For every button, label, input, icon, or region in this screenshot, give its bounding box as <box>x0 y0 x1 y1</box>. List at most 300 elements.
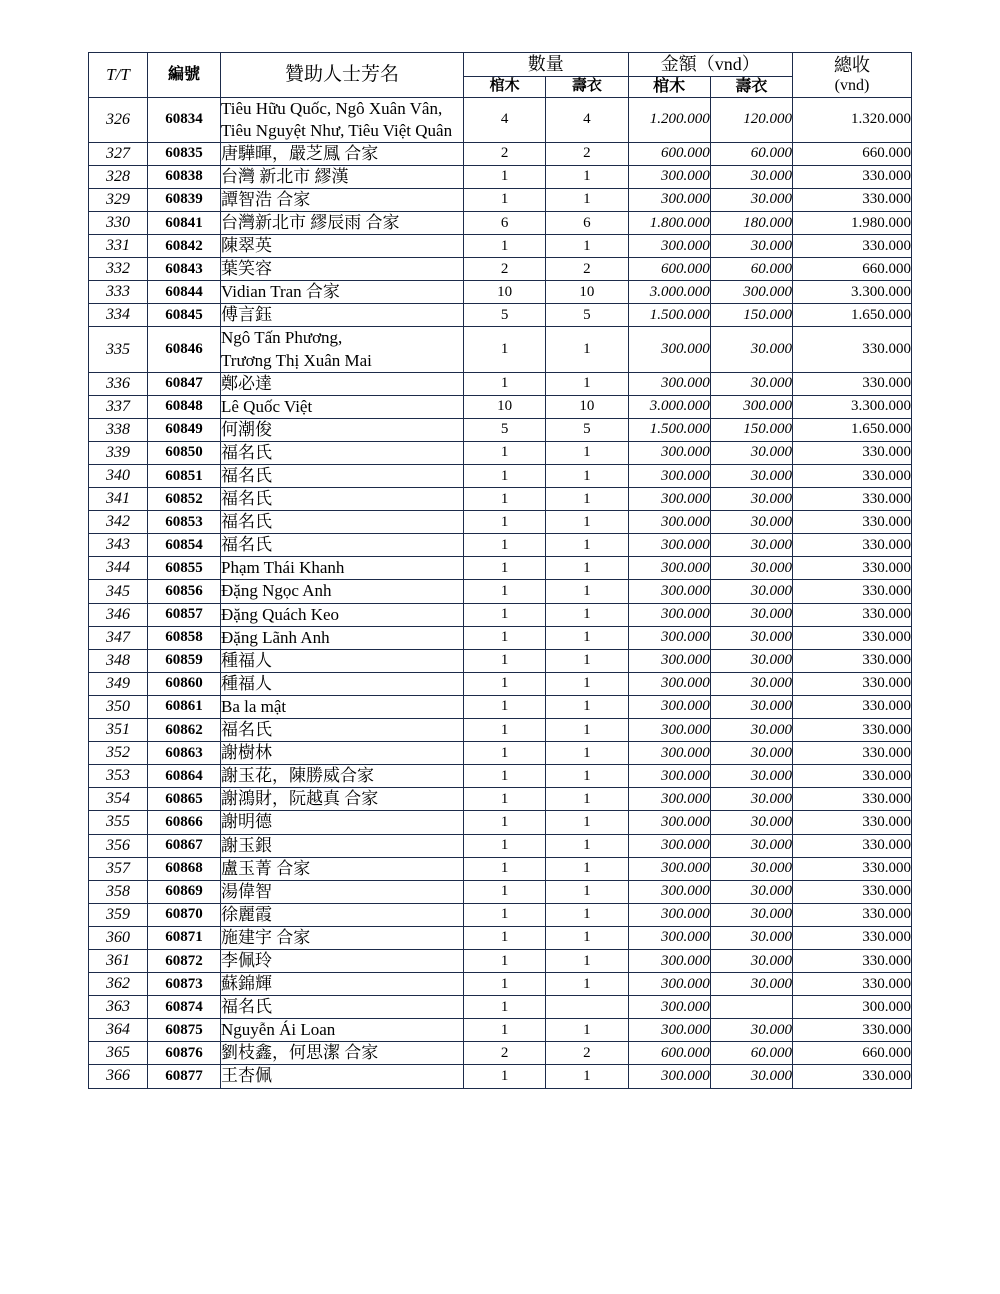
cell-amount-shroud: 120.000 <box>710 97 792 142</box>
subheader-qty-shroud: 壽衣 <box>546 76 628 97</box>
table-row <box>89 788 912 811</box>
cell-amount-coffin: 300.000 <box>628 465 710 488</box>
table-body <box>89 97 912 1088</box>
cell-code: 60865 <box>148 788 221 811</box>
cell-qty-coffin: 1 <box>464 742 546 765</box>
cell-donor-name: 謝樹林 <box>221 742 464 765</box>
cell-amount-coffin: 300.000 <box>628 441 710 464</box>
table-row <box>89 880 912 903</box>
cell-qty-coffin: 1 <box>464 626 546 649</box>
table-row <box>89 626 912 649</box>
cell-total: 330.000 <box>793 926 912 949</box>
cell-donor-name: 何潮俊 <box>221 418 464 441</box>
table-row <box>89 672 912 695</box>
cell-total: 330.000 <box>793 788 912 811</box>
cell-code: 60834 <box>148 97 221 142</box>
cell-tt: 357 <box>89 857 148 880</box>
table-row <box>89 488 912 511</box>
table-row <box>89 603 912 626</box>
cell-qty-coffin: 1 <box>464 511 546 534</box>
cell-donor-name: 蘇錦輝 <box>221 973 464 996</box>
cell-qty-shroud: 1 <box>546 903 628 926</box>
cell-amount-shroud: 60.000 <box>710 1042 792 1065</box>
cell-qty-coffin: 1 <box>464 857 546 880</box>
cell-amount-coffin: 300.000 <box>628 488 710 511</box>
cell-qty-shroud: 1 <box>546 327 628 372</box>
table-row <box>89 97 912 142</box>
cell-total: 330.000 <box>793 534 912 557</box>
table-row <box>89 649 912 672</box>
cell-qty-coffin: 1 <box>464 672 546 695</box>
cell-amount-shroud: 150.000 <box>710 418 792 441</box>
cell-code: 60863 <box>148 742 221 765</box>
cell-qty-coffin: 1 <box>464 465 546 488</box>
cell-qty-coffin: 1 <box>464 1019 546 1042</box>
cell-total: 330.000 <box>793 672 912 695</box>
cell-qty-coffin: 1 <box>464 811 546 834</box>
column-header-code: 編號 <box>148 53 221 98</box>
table-row <box>89 142 912 165</box>
table-row <box>89 304 912 327</box>
cell-code: 60850 <box>148 441 221 464</box>
cell-total: 1.980.000 <box>793 211 912 234</box>
cell-amount-shroud: 30.000 <box>710 188 792 211</box>
cell-code: 60867 <box>148 834 221 857</box>
cell-tt: 341 <box>89 488 148 511</box>
cell-qty-shroud: 1 <box>546 188 628 211</box>
cell-amount-shroud: 30.000 <box>710 788 792 811</box>
cell-amount-coffin: 300.000 <box>628 996 710 1019</box>
cell-total: 330.000 <box>793 695 912 718</box>
cell-tt: 348 <box>89 649 148 672</box>
cell-total: 330.000 <box>793 165 912 188</box>
cell-total: 660.000 <box>793 142 912 165</box>
cell-code: 60873 <box>148 973 221 996</box>
cell-tt: 336 <box>89 372 148 395</box>
cell-qty-coffin: 1 <box>464 534 546 557</box>
cell-amount-shroud: 30.000 <box>710 372 792 395</box>
cell-qty-shroud: 1 <box>546 880 628 903</box>
cell-qty-coffin: 5 <box>464 418 546 441</box>
cell-tt: 360 <box>89 926 148 949</box>
cell-donor-name: 福名氏 <box>221 441 464 464</box>
cell-qty-coffin: 1 <box>464 327 546 372</box>
cell-tt: 346 <box>89 603 148 626</box>
cell-donor-name: 謝玉花，陳勝威合家 <box>221 765 464 788</box>
cell-amount-shroud: 30.000 <box>710 165 792 188</box>
cell-amount-shroud: 300.000 <box>710 395 792 418</box>
cell-qty-shroud: 1 <box>546 949 628 972</box>
cell-code: 60859 <box>148 649 221 672</box>
cell-total: 330.000 <box>793 811 912 834</box>
cell-code: 60858 <box>148 626 221 649</box>
cell-amount-shroud: 60.000 <box>710 258 792 281</box>
cell-qty-shroud: 1 <box>546 719 628 742</box>
cell-donor-name: 福名氏 <box>221 534 464 557</box>
cell-qty-coffin: 1 <box>464 165 546 188</box>
cell-qty-coffin: 1 <box>464 603 546 626</box>
cell-amount-shroud: 30.000 <box>710 465 792 488</box>
table-row <box>89 996 912 1019</box>
cell-amount-shroud: 30.000 <box>710 719 792 742</box>
cell-donor-name: Đặng Quách Keo <box>221 603 464 626</box>
cell-code: 60861 <box>148 695 221 718</box>
subheader-amount-coffin: 棺木 <box>628 76 710 97</box>
table-row <box>89 811 912 834</box>
cell-qty-coffin: 1 <box>464 719 546 742</box>
cell-tt: 356 <box>89 834 148 857</box>
header-row-group <box>89 53 912 77</box>
cell-donor-name: Ngô Tấn Phương, Trương Thị Xuân Mai <box>221 327 464 372</box>
cell-donor-name: Nguyễn Ái Loan <box>221 1019 464 1042</box>
cell-amount-shroud: 30.000 <box>710 580 792 603</box>
cell-qty-coffin: 4 <box>464 97 546 142</box>
cell-donor-name: 傅言鈺 <box>221 304 464 327</box>
cell-qty-shroud: 1 <box>546 857 628 880</box>
table-row <box>89 211 912 234</box>
cell-qty-coffin: 1 <box>464 765 546 788</box>
cell-amount-coffin: 300.000 <box>628 834 710 857</box>
cell-donor-name: 福名氏 <box>221 719 464 742</box>
cell-code: 60870 <box>148 903 221 926</box>
table-row <box>89 580 912 603</box>
cell-amount-shroud: 30.000 <box>710 903 792 926</box>
cell-tt: 327 <box>89 142 148 165</box>
cell-tt: 347 <box>89 626 148 649</box>
table-row <box>89 258 912 281</box>
cell-amount-coffin: 300.000 <box>628 603 710 626</box>
cell-amount-shroud: 30.000 <box>710 626 792 649</box>
table-row <box>89 926 912 949</box>
cell-amount-coffin: 300.000 <box>628 672 710 695</box>
cell-qty-shroud: 1 <box>546 626 628 649</box>
cell-qty-coffin: 1 <box>464 926 546 949</box>
cell-tt: 355 <box>89 811 148 834</box>
cell-tt: 326 <box>89 97 148 142</box>
cell-code: 60838 <box>148 165 221 188</box>
cell-code: 60872 <box>148 949 221 972</box>
cell-amount-coffin: 3.000.000 <box>628 395 710 418</box>
cell-qty-coffin: 1 <box>464 880 546 903</box>
cell-qty-coffin: 1 <box>464 1065 546 1088</box>
table-row <box>89 903 912 926</box>
cell-tt: 349 <box>89 672 148 695</box>
cell-amount-coffin: 300.000 <box>628 695 710 718</box>
cell-code: 60846 <box>148 327 221 372</box>
cell-donor-name: 盧玉菁 合家 <box>221 857 464 880</box>
cell-donor-name: Đặng Lãnh Anh <box>221 626 464 649</box>
cell-amount-shroud: 30.000 <box>710 327 792 372</box>
cell-code: 60876 <box>148 1042 221 1065</box>
cell-qty-shroud: 1 <box>546 788 628 811</box>
cell-amount-coffin: 300.000 <box>628 188 710 211</box>
cell-amount-coffin: 300.000 <box>628 926 710 949</box>
cell-total: 330.000 <box>793 1019 912 1042</box>
cell-amount-shroud: 30.000 <box>710 742 792 765</box>
cell-donor-name: Phạm Thái Khanh <box>221 557 464 580</box>
cell-code: 60871 <box>148 926 221 949</box>
cell-amount-shroud: 30.000 <box>710 603 792 626</box>
cell-total: 330.000 <box>793 511 912 534</box>
cell-amount-shroud: 30.000 <box>710 672 792 695</box>
cell-amount-coffin: 300.000 <box>628 1019 710 1042</box>
cell-qty-coffin: 1 <box>464 973 546 996</box>
total-label-line2: (vnd) <box>834 77 870 94</box>
cell-amount-coffin: 300.000 <box>628 165 710 188</box>
cell-amount-coffin: 300.000 <box>628 626 710 649</box>
cell-qty-coffin: 1 <box>464 235 546 258</box>
cell-amount-coffin: 1.500.000 <box>628 304 710 327</box>
cell-tt: 361 <box>89 949 148 972</box>
cell-donor-name: 李佩玲 <box>221 949 464 972</box>
cell-qty-coffin: 6 <box>464 211 546 234</box>
cell-donor-name: 湯偉智 <box>221 880 464 903</box>
cell-qty-shroud: 1 <box>546 465 628 488</box>
cell-amount-coffin: 600.000 <box>628 142 710 165</box>
cell-amount-shroud: 30.000 <box>710 834 792 857</box>
cell-total: 300.000 <box>793 996 912 1019</box>
cell-qty-coffin: 1 <box>464 441 546 464</box>
column-header-amount-group: 金額（vnd） <box>628 53 793 77</box>
cell-amount-shroud <box>710 996 792 1019</box>
cell-qty-shroud: 10 <box>546 395 628 418</box>
cell-amount-coffin: 300.000 <box>628 557 710 580</box>
cell-amount-shroud: 30.000 <box>710 695 792 718</box>
cell-tt: 342 <box>89 511 148 534</box>
column-header-tt: T/T <box>89 53 148 98</box>
cell-donor-name: 施建宇 合家 <box>221 926 464 949</box>
cell-total: 330.000 <box>793 903 912 926</box>
cell-qty-shroud <box>546 996 628 1019</box>
cell-qty-shroud: 1 <box>546 811 628 834</box>
cell-qty-shroud: 6 <box>546 211 628 234</box>
cell-amount-shroud: 150.000 <box>710 304 792 327</box>
cell-tt: 345 <box>89 580 148 603</box>
cell-total: 330.000 <box>793 580 912 603</box>
cell-qty-shroud: 1 <box>546 1019 628 1042</box>
cell-total: 330.000 <box>793 1065 912 1088</box>
table-row <box>89 1019 912 1042</box>
cell-amount-coffin: 1.200.000 <box>628 97 710 142</box>
table-row <box>89 742 912 765</box>
cell-tt: 332 <box>89 258 148 281</box>
cell-qty-shroud: 1 <box>546 235 628 258</box>
table-row <box>89 534 912 557</box>
cell-tt: 335 <box>89 327 148 372</box>
cell-total: 330.000 <box>793 465 912 488</box>
cell-donor-name: 劉枝鑫，何思潔 合家 <box>221 1042 464 1065</box>
cell-tt: 343 <box>89 534 148 557</box>
cell-tt: 358 <box>89 880 148 903</box>
table-row <box>89 1065 912 1088</box>
cell-donor-name: 謝明德 <box>221 811 464 834</box>
cell-code: 60842 <box>148 235 221 258</box>
cell-donor-name: 福名氏 <box>221 465 464 488</box>
subheader-qty-coffin: 棺木 <box>464 76 546 97</box>
cell-code: 60841 <box>148 211 221 234</box>
cell-amount-coffin: 600.000 <box>628 258 710 281</box>
cell-total: 330.000 <box>793 188 912 211</box>
table-header <box>89 53 912 98</box>
cell-amount-coffin: 300.000 <box>628 811 710 834</box>
cell-amount-coffin: 3.000.000 <box>628 281 710 304</box>
cell-code: 60862 <box>148 719 221 742</box>
cell-tt: 362 <box>89 973 148 996</box>
cell-amount-shroud: 30.000 <box>710 811 792 834</box>
cell-qty-shroud: 1 <box>546 672 628 695</box>
cell-tt: 351 <box>89 719 148 742</box>
cell-qty-shroud: 1 <box>546 926 628 949</box>
cell-qty-coffin: 1 <box>464 580 546 603</box>
cell-code: 60864 <box>148 765 221 788</box>
cell-amount-shroud: 30.000 <box>710 1065 792 1088</box>
table-row <box>89 418 912 441</box>
cell-tt: 344 <box>89 557 148 580</box>
cell-qty-coffin: 10 <box>464 281 546 304</box>
cell-code: 60835 <box>148 142 221 165</box>
cell-code: 60869 <box>148 880 221 903</box>
cell-code: 60851 <box>148 465 221 488</box>
cell-qty-shroud: 4 <box>546 97 628 142</box>
table-row <box>89 188 912 211</box>
cell-code: 60844 <box>148 281 221 304</box>
cell-tt: 359 <box>89 903 148 926</box>
cell-donor-name: 種福人 <box>221 672 464 695</box>
cell-donor-name: 譚智浩 合家 <box>221 188 464 211</box>
cell-tt: 329 <box>89 188 148 211</box>
cell-total: 330.000 <box>793 834 912 857</box>
cell-qty-coffin: 1 <box>464 695 546 718</box>
table-row <box>89 973 912 996</box>
cell-amount-shroud: 30.000 <box>710 557 792 580</box>
cell-qty-shroud: 1 <box>546 165 628 188</box>
cell-amount-coffin: 300.000 <box>628 719 710 742</box>
cell-qty-shroud: 1 <box>546 557 628 580</box>
cell-donor-name: 王杏佩 <box>221 1065 464 1088</box>
cell-code: 60877 <box>148 1065 221 1088</box>
cell-amount-shroud: 300.000 <box>710 281 792 304</box>
cell-code: 60866 <box>148 811 221 834</box>
cell-total: 660.000 <box>793 1042 912 1065</box>
cell-total: 330.000 <box>793 765 912 788</box>
cell-qty-shroud: 2 <box>546 258 628 281</box>
cell-amount-coffin: 300.000 <box>628 857 710 880</box>
cell-total: 330.000 <box>793 372 912 395</box>
cell-total: 330.000 <box>793 557 912 580</box>
cell-qty-shroud: 1 <box>546 695 628 718</box>
cell-qty-coffin: 5 <box>464 304 546 327</box>
cell-total: 330.000 <box>793 649 912 672</box>
cell-total: 330.000 <box>793 441 912 464</box>
cell-code: 60860 <box>148 672 221 695</box>
cell-amount-coffin: 300.000 <box>628 903 710 926</box>
cell-donor-name: 葉笑容 <box>221 258 464 281</box>
cell-total: 330.000 <box>793 719 912 742</box>
cell-qty-shroud: 1 <box>546 441 628 464</box>
cell-donor-name: Tiêu Hữu Quốc, Ngô Xuân Vân, Tiêu Nguyệt Như, Tiêu Việt Quân <box>221 97 464 142</box>
cell-total: 660.000 <box>793 258 912 281</box>
table-row <box>89 949 912 972</box>
cell-amount-shroud: 30.000 <box>710 857 792 880</box>
cell-tt: 354 <box>89 788 148 811</box>
cell-total: 330.000 <box>793 742 912 765</box>
cell-qty-coffin: 1 <box>464 903 546 926</box>
cell-tt: 334 <box>89 304 148 327</box>
cell-tt: 350 <box>89 695 148 718</box>
cell-donor-name: 唐驊暉，嚴芝鳳 合家 <box>221 142 464 165</box>
cell-tt: 338 <box>89 418 148 441</box>
cell-amount-shroud: 30.000 <box>710 949 792 972</box>
cell-amount-shroud: 30.000 <box>710 511 792 534</box>
cell-amount-shroud: 30.000 <box>710 441 792 464</box>
cell-donor-name: 鄭必達 <box>221 372 464 395</box>
cell-tt: 340 <box>89 465 148 488</box>
cell-total: 330.000 <box>793 235 912 258</box>
cell-qty-shroud: 2 <box>546 1042 628 1065</box>
cell-amount-coffin: 300.000 <box>628 235 710 258</box>
cell-qty-shroud: 1 <box>546 765 628 788</box>
cell-qty-shroud: 1 <box>546 580 628 603</box>
cell-amount-shroud: 60.000 <box>710 142 792 165</box>
subheader-amount-shroud: 壽衣 <box>710 76 792 97</box>
cell-qty-shroud: 1 <box>546 973 628 996</box>
cell-amount-shroud: 30.000 <box>710 649 792 672</box>
cell-amount-shroud: 30.000 <box>710 235 792 258</box>
table-row <box>89 857 912 880</box>
cell-amount-coffin: 300.000 <box>628 880 710 903</box>
cell-donor-name: 種福人 <box>221 649 464 672</box>
total-label-line1: 總收 <box>834 54 870 75</box>
table-row <box>89 511 912 534</box>
cell-amount-coffin: 300.000 <box>628 788 710 811</box>
column-header-total <box>793 53 912 98</box>
cell-donor-name: 陳翠英 <box>221 235 464 258</box>
cell-qty-shroud: 10 <box>546 281 628 304</box>
cell-amount-coffin: 300.000 <box>628 765 710 788</box>
cell-amount-shroud: 30.000 <box>710 926 792 949</box>
cell-code: 60854 <box>148 534 221 557</box>
cell-code: 60843 <box>148 258 221 281</box>
cell-qty-shroud: 1 <box>546 649 628 672</box>
cell-total: 330.000 <box>793 949 912 972</box>
cell-tt: 363 <box>89 996 148 1019</box>
cell-total: 330.000 <box>793 626 912 649</box>
cell-amount-coffin: 1.800.000 <box>628 211 710 234</box>
column-header-quantity-group: 數量 <box>464 53 629 77</box>
cell-tt: 330 <box>89 211 148 234</box>
cell-tt: 331 <box>89 235 148 258</box>
cell-amount-coffin: 300.000 <box>628 580 710 603</box>
cell-donor-name: Ba la mật <box>221 695 464 718</box>
cell-tt: 339 <box>89 441 148 464</box>
table-row <box>89 327 912 372</box>
cell-total: 330.000 <box>793 857 912 880</box>
cell-qty-coffin: 1 <box>464 488 546 511</box>
cell-amount-coffin: 600.000 <box>628 1042 710 1065</box>
cell-donor-name: Lê Quốc Việt <box>221 395 464 418</box>
cell-tt: 366 <box>89 1065 148 1088</box>
cell-qty-coffin: 2 <box>464 1042 546 1065</box>
cell-qty-shroud: 1 <box>546 1065 628 1088</box>
cell-tt: 365 <box>89 1042 148 1065</box>
cell-tt: 352 <box>89 742 148 765</box>
cell-qty-shroud: 2 <box>546 142 628 165</box>
cell-code: 60845 <box>148 304 221 327</box>
cell-tt: 364 <box>89 1019 148 1042</box>
cell-amount-coffin: 300.000 <box>628 649 710 672</box>
cell-amount-coffin: 300.000 <box>628 949 710 972</box>
table-row <box>89 557 912 580</box>
